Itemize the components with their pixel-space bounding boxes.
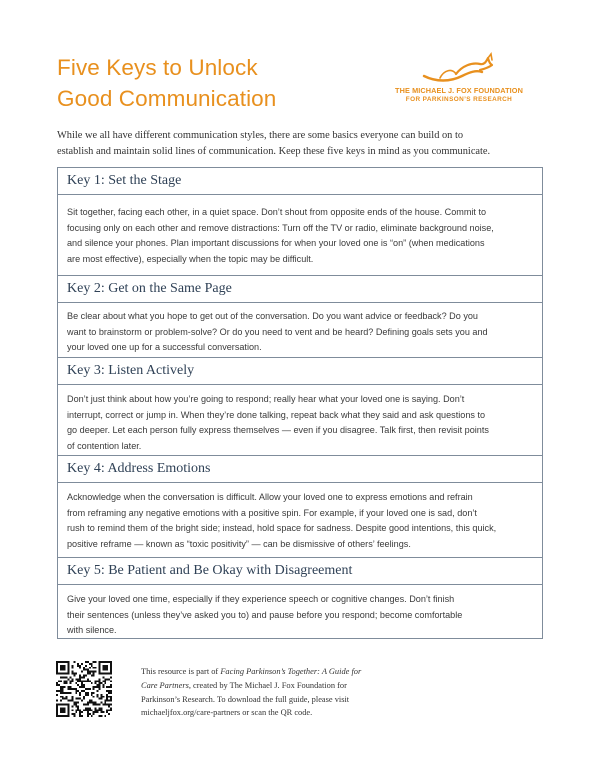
page-title (57, 52, 276, 114)
key-5-line-3: with silence. (67, 625, 117, 636)
footer-line-1 (141, 665, 411, 679)
key-2-line-2: want to brainstorm or problem-solve? Or do you need to vent and be heard? Defining goals sets you and (67, 326, 488, 337)
key-2-line-1: Be clear about what you hope to get out of the conversation. Do you want advice or feedback? Do you (67, 311, 478, 321)
footer-note (141, 665, 411, 720)
intro-paragraph (57, 128, 547, 159)
key-4-line-2: from reframing any negative emotions with a positive spin. For example, if your loved one is sad, don’t (67, 507, 477, 518)
key-5-body (67, 592, 537, 639)
footer-line-2 (141, 679, 411, 693)
key-5-heading: Key 5: Be Patient and Be Okay with Disagreement (58, 557, 542, 585)
key-4-line-1: Acknowledge when the conversation is difficult. Allow your loved one to express emotions and refrain (67, 492, 473, 502)
key-2-heading: Key 2: Get on the Same Page (58, 275, 542, 303)
key-1-body (67, 205, 537, 267)
footer-line-4[interactable]: michaeljfox.org/care-partners or scan the QR code. (141, 708, 313, 718)
key-1-line-3: and silence your phones. Plan important discussions for when your loved one is “on” (when medications (67, 238, 485, 249)
key-5-line-1: Give your loved one time, especially if they experience speech or cognitive changes. Don’t finish (67, 594, 455, 604)
key-3-heading: Key 3: Listen Actively (58, 357, 542, 385)
footer-line-1-text: This resource is part of (141, 667, 221, 676)
key-1-line-2: focusing only on each other and remove distractions: Turn off the TV or radio, eliminate background noise, (67, 222, 494, 233)
key-3-line-1: Don’t just think about how you’re going to respond; really hear what your loved one is saying. Don’t (67, 394, 465, 404)
keys-box (57, 167, 543, 639)
key-1-heading: Key 1: Set the Stage (58, 168, 542, 195)
key-2-body (67, 309, 537, 356)
key-4-body (67, 490, 537, 552)
qr-code-icon[interactable] (56, 661, 112, 717)
key-1-line-1: Sit together, facing each other, in a quiet space. Don’t shout from opposite ends of the house. Commit to (67, 207, 487, 217)
key-3-line-3: go deeper. Let each person fully express themselves — even if you disagree. Talk first, then revisit points (67, 425, 489, 436)
key-5-line-2: their sentences (unless they’ve asked you to) and pause before you respond; become comfortable (67, 609, 463, 620)
guide-title-part-1: Facing Parkinson’s Together: A Guide for (220, 667, 362, 676)
key-4-heading: Key 4: Address Emotions (58, 455, 542, 483)
key-2-line-3: your loved one up for a successful conversation. (67, 342, 262, 353)
intro-line-1: While we all have different communication styles, there are some basics everyone can build on to (57, 130, 464, 141)
key-4-line-4: positive reframe — known as “toxic positivity” — can be dismissive of others’ feelings. (67, 538, 411, 549)
logo-text-line-2: FOR PARKINSON’S RESEARCH (405, 96, 513, 103)
foundation-logo (384, 52, 534, 107)
footer-line-2-text: , created by The Michael J. Fox Foundation for (188, 680, 347, 690)
key-3-line-4: of contention later. (67, 440, 142, 451)
logo-text-line-1: THE MICHAEL J. FOX FOUNDATION (395, 86, 523, 95)
footer-line-3: Parkinson’s Research. To download the full guide, please visit (141, 694, 350, 704)
key-3-line-2: interrupt, correct or jump in. When they’re done talking, repeat back what they said and ask questions to (67, 409, 486, 420)
key-1-line-4: are most effective), especially when the topic may be difficult. (67, 253, 314, 264)
title-line-1: Five Keys to Unlock (57, 55, 258, 80)
key-4-line-3: rush to remind them of the bright side; instead, hold space for sadness. Despite good intentions, this quick, (67, 523, 497, 534)
intro-line-2: establish and maintain solid lines of communication. Keep these five keys in mind as you communicate. (57, 145, 491, 157)
guide-title-part-2: Care Partners (141, 680, 189, 690)
fox-foundation-logo-icon (422, 52, 496, 84)
title-line-2: Good Communication (57, 86, 277, 111)
key-3-body (67, 392, 537, 454)
